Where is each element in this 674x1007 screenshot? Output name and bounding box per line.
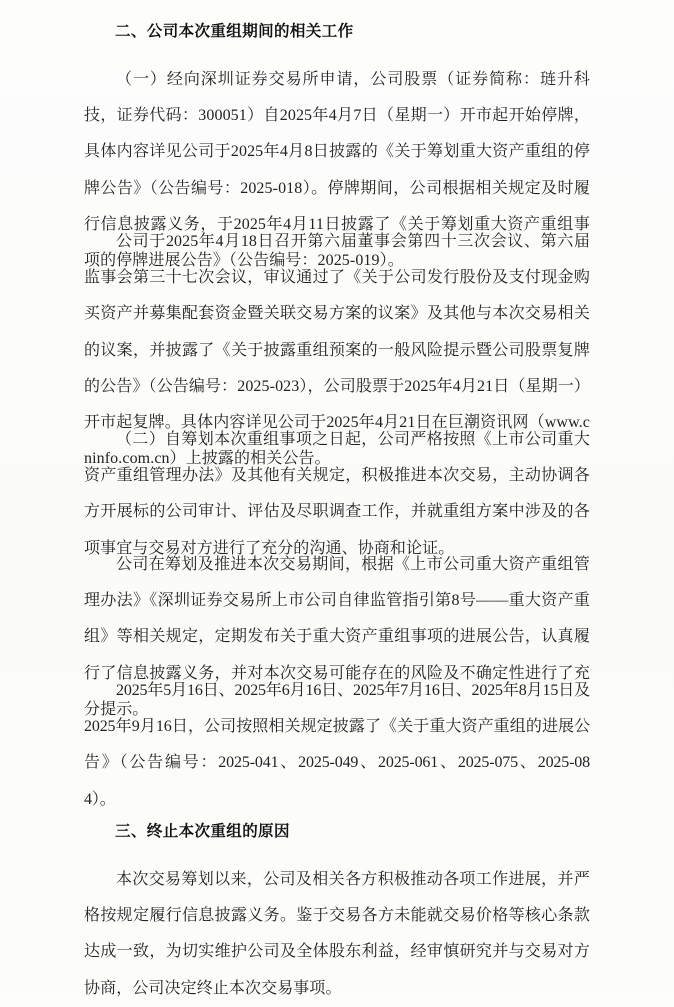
- section-heading-two: 二、公司本次重组期间的相关工作: [115, 22, 354, 40]
- paragraph-two: 公司于2025年4月18日召开第六届董事会第四十三次会议、第六届监事会第三十七次会议，审议通过了《关于公司发行股份及支付现金购买资产并募集配套资金暨关联交易方案的议案》及其他与本次交易相关的议案，并披露了《关于披露重组预案的一般风险提示暨公司股票复牌的公告》（公告编号：2025-023），公司股票于2025年4月21日（星期一）开市起复牌。具体内容详见公司于2025年4月21日在巨潮资讯网（www.cninfo.com.cn）上披露的相关公告。: [84, 233, 590, 468]
- paragraph-three: （二）自筹划本次重组事项之日起，公司严格按照《上市公司重大资产重组管理办法》及其他有关规定，积极推进本次交易，主动协调各方开展标的公司审计、评估及尽职调查工作，并就重组方案中涉及的各项事宜与交易对方进行了充分的沟通、协商和论证。: [84, 431, 590, 557]
- section-heading-three: 三、终止本次重组的原因: [115, 822, 290, 840]
- paragraph-six: 本次交易筹划以来，公司及相关各方积极推动各项工作进展，并严格按规定履行信息披露义务。鉴于交易各方未能就交易价格等核心条款达成一致，为切实维护公司及全体股东利益，经审慎研究并与交易对方协商，公司决定终止本次交易事项。: [84, 871, 590, 997]
- paragraph-four: 公司在筹划及推进本次交易期间，根据《上市公司重大资产重组管理办法》《深圳证券交易所上市公司自律监管指引第8号——重大资产重组》等相关规定，定期发布关于重大资产重组事项的进展公告，认真履行了信息披露义务，并对本次交易可能存在的风险及不确定性进行了充分提示。: [84, 556, 590, 718]
- paragraph-five: 2025年5月16日、2025年6月16日、2025年7月16日、2025年8月15日及2025年9月16日，公司按照相关规定披露了《关于重大资产重组的进展公告》（公告编号：2025-041、2025-049、2025-061、2025-075、2025-084）。: [84, 682, 590, 808]
- paragraph-one: （一）经向深圳证券交易所申请，公司股票（证券简称：琏升科技，证券代码：300051）自2025年4月7日（星期一）开市起开始停牌，具体内容详见公司于2025年4月8日披露的《关于筹划重大资产重组的停牌公告》（公告编号：2025-018）。停牌期间，公司根据相关规定及时履行信息披露义务，于2025年4月11日披露了《关于筹划重大资产重组事项的停牌进展公告》（公告编号：2025-019）。: [84, 71, 590, 270]
